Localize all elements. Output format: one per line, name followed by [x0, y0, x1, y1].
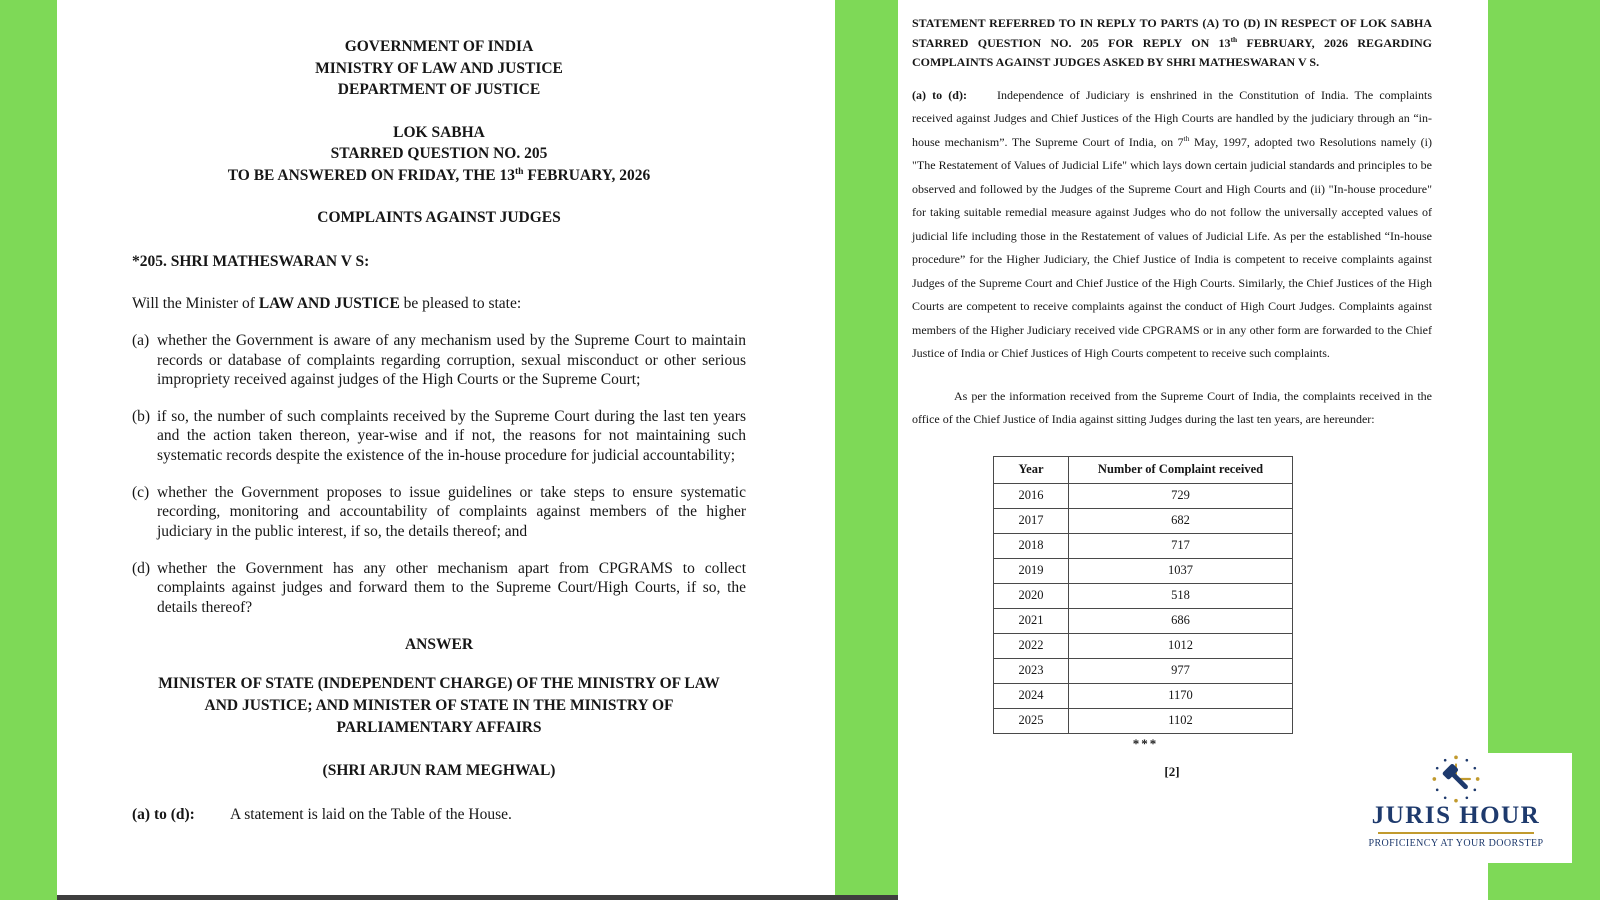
minister-title-line: MINISTER OF STATE (INDEPENDENT CHARGE) OF THE MINISTRY OF LAW — [158, 675, 720, 693]
table-row — [994, 683, 1293, 708]
statement-intro-to-table: As per the information received from the Supreme Court of India, the complaints received in the office of the Chief Justice of India against sitting Judges during the last ten years, are hereunder: — [912, 388, 1432, 426]
statement-text: A statement is laid on the Table of the House. — [230, 805, 512, 823]
question-item-d — [132, 559, 746, 617]
minister-title — [132, 673, 746, 739]
logo-divider-line — [1378, 832, 1534, 834]
year-cell: 2018 — [994, 533, 1069, 558]
table-header-row — [994, 456, 1293, 483]
question-label: (b) — [132, 408, 151, 426]
year-cell: 2024 — [994, 683, 1069, 708]
answer-heading: ANSWER — [404, 635, 474, 653]
parts-label: (a) to (d): — [912, 87, 967, 102]
year-cell: 2017 — [994, 508, 1069, 533]
table-row — [994, 508, 1293, 533]
gavel-clock-icon — [1430, 753, 1482, 805]
complaint-count-cell: 1170 — [1069, 683, 1293, 708]
statement-heading-text: FEBRUARY, 2026 REGARDING COMPLAINTS AGAINST JUDGES ASKED BY SHRI MATHESWARAN V S. — [912, 35, 1432, 69]
house-name: LOK SABHA — [393, 123, 485, 141]
answer-date — [132, 165, 746, 187]
bottom-edge-strip — [57, 895, 898, 900]
ordinal-superscript: th — [1230, 34, 1238, 44]
statement-page-content — [898, 0, 1488, 779]
logo-tagline: PROFICIENCY AT YOUR DOORSTEP — [1368, 838, 1544, 849]
statement-heading — [912, 14, 1432, 73]
year-cell: 2020 — [994, 583, 1069, 608]
statement-body-paragraph — [912, 84, 1432, 366]
question-page — [57, 0, 835, 900]
question-label: (d) — [132, 559, 151, 577]
table-row — [994, 558, 1293, 583]
org-line: MINISTRY OF LAW AND JUSTICE — [315, 59, 563, 77]
year-cell: 2022 — [994, 633, 1069, 658]
year-cell: 2023 — [994, 658, 1069, 683]
statement-heading-text: STATEMENT REFERRED TO IN REPLY TO PARTS (A) TO (D) IN RESPECT OF LOK SABHA STARRED QUESTION NO. 205 FOR REPLY ON 13 — [912, 16, 1432, 50]
complaints-table-body — [994, 483, 1293, 733]
question-text: whether the Government is aware of any mechanism used by the Supreme Court to maintain records or database of complaints regarding corruption, sexual misconduct or other serious impropriety received against judges of the High Courts or the Supreme Court; — [157, 332, 746, 388]
complaint-count-cell: 686 — [1069, 608, 1293, 633]
complaints-column-header: Number of Complaint received — [1069, 456, 1293, 483]
ministry-name-bold: LAW AND JUSTICE — [258, 295, 400, 312]
minister-title-line: AND JUSTICE; AND MINISTER OF STATE IN THE MINISTRY OF — [204, 697, 674, 715]
year-cell: 2021 — [994, 608, 1069, 633]
subject-title: COMPLAINTS AGAINST JUDGES — [317, 209, 561, 226]
answer-date-text: FEBRUARY, 2026 — [523, 166, 651, 184]
question-page-content — [57, 0, 835, 824]
year-column-header: Year — [994, 456, 1069, 483]
table-row — [994, 708, 1293, 733]
question-number: STARRED QUESTION NO. 205 — [330, 145, 548, 162]
table-row — [994, 658, 1293, 683]
body-text: Independence of Judiciary is enshrined in the Constitution of India. The complaints received against Judges and Chief Justices of the High Courts are handled by the judiciary through an “in-house mechanism”. The Supreme Court of India, on 7 — [912, 87, 1433, 149]
question-label: (a) — [132, 332, 150, 350]
question-label: (c) — [132, 484, 150, 502]
ordinal-superscript: th — [514, 165, 524, 177]
complaint-count-cell: 682 — [1069, 508, 1293, 533]
government-header — [132, 36, 746, 101]
complaint-count-cell: 1037 — [1069, 558, 1293, 583]
table-row — [994, 533, 1293, 558]
complaint-count-cell: 1012 — [1069, 633, 1293, 658]
table-row — [994, 583, 1293, 608]
table-row — [994, 483, 1293, 508]
intro-prefix: Will the Minister of — [132, 295, 259, 312]
question-text: whether the Government proposes to issue guidelines or take steps to ensure systematic recording, monitoring and accountability of complaints against members of the higher judiciary in the public interest, if so, the details thereof; and — [157, 484, 746, 540]
page-number: [2] — [1164, 763, 1180, 779]
year-cell: 2019 — [994, 558, 1069, 583]
question-item-c — [132, 483, 746, 541]
ordinal-superscript: th — [1183, 133, 1190, 143]
table-row — [994, 633, 1293, 658]
complaint-count-cell: 518 — [1069, 583, 1293, 608]
org-line: DEPARTMENT OF JUSTICE — [337, 81, 541, 98]
year-cell: 2016 — [994, 483, 1069, 508]
intro-suffix: be pleased to state: — [399, 295, 522, 312]
statement-label: (a) to (d): — [132, 805, 195, 823]
complaint-count-cell: 977 — [1069, 658, 1293, 683]
question-item-a — [132, 331, 746, 389]
juris-hour-logo-badge — [1340, 753, 1572, 863]
body-text: May, 1997, adopted two Resolutions namely (i) "The Restatement of Values of Judicial Life" which lays down certain judicial standards and principles to be observed and followed by the Judges of the Supreme Court and High Courts and (ii) "In-house procedure" for taking suitable remedial measure against Judges who do not follow the universally accepted values of judicial life including those in the Restatement of values of Judicial Life. As per the established “In-house procedure” for the Higher Judiciary, the Chief Justice of India is competent to receive complaints against Judges of the Supreme Court and Chief Justice of the High Courts. Similarly, the Chief Justices of the High Courts are competent to receive complaints against the conduct of High Court Judges. Complaints against members of the Higher Judiciary received vide CPGRAMS or in any other form are forwarded to the Chief Justice of India or Chief Justices of High Courts competent to receive such complaints. — [912, 134, 1432, 360]
question-item-b — [132, 407, 746, 465]
question-text: if so, the number of such complaints received by the Supreme Court during the last ten years and the action taken thereon, year-wise and if not, the reasons for not maintaining such systematic records despite the existence of the in-house procedure for judicial accountability; — [157, 408, 746, 464]
complaint-count-cell: 717 — [1069, 533, 1293, 558]
year-cell: 2025 — [994, 708, 1069, 733]
question-intro — [132, 294, 746, 313]
session-header — [132, 122, 746, 187]
complaint-count-cell: 1102 — [1069, 708, 1293, 733]
minister-title-line: PARLIAMENTARY AFFAIRS — [336, 719, 542, 737]
answer-date-text: TO BE ANSWERED ON FRIDAY, THE 13 — [227, 166, 515, 184]
end-of-document-marker: *** — [1132, 735, 1159, 751]
org-line: GOVERNMENT OF INDIA — [344, 38, 534, 55]
table-row — [994, 608, 1293, 633]
statement-reference-line — [132, 805, 746, 824]
logo-wordmark: JURIS HOUR — [1371, 802, 1541, 829]
questioner-name: *205. SHRI MATHESWARAN V S: — [132, 252, 370, 270]
complaints-table — [993, 456, 1293, 734]
question-text: whether the Government has any other mechanism apart from CPGRAMS to collect complaints against judges and forward them to the Supreme Court/High Courts, if so, the details thereof? — [157, 559, 746, 616]
complaint-count-cell: 729 — [1069, 483, 1293, 508]
minister-name: (SHRI ARJUN RAM MEGHWAL) — [322, 762, 556, 780]
